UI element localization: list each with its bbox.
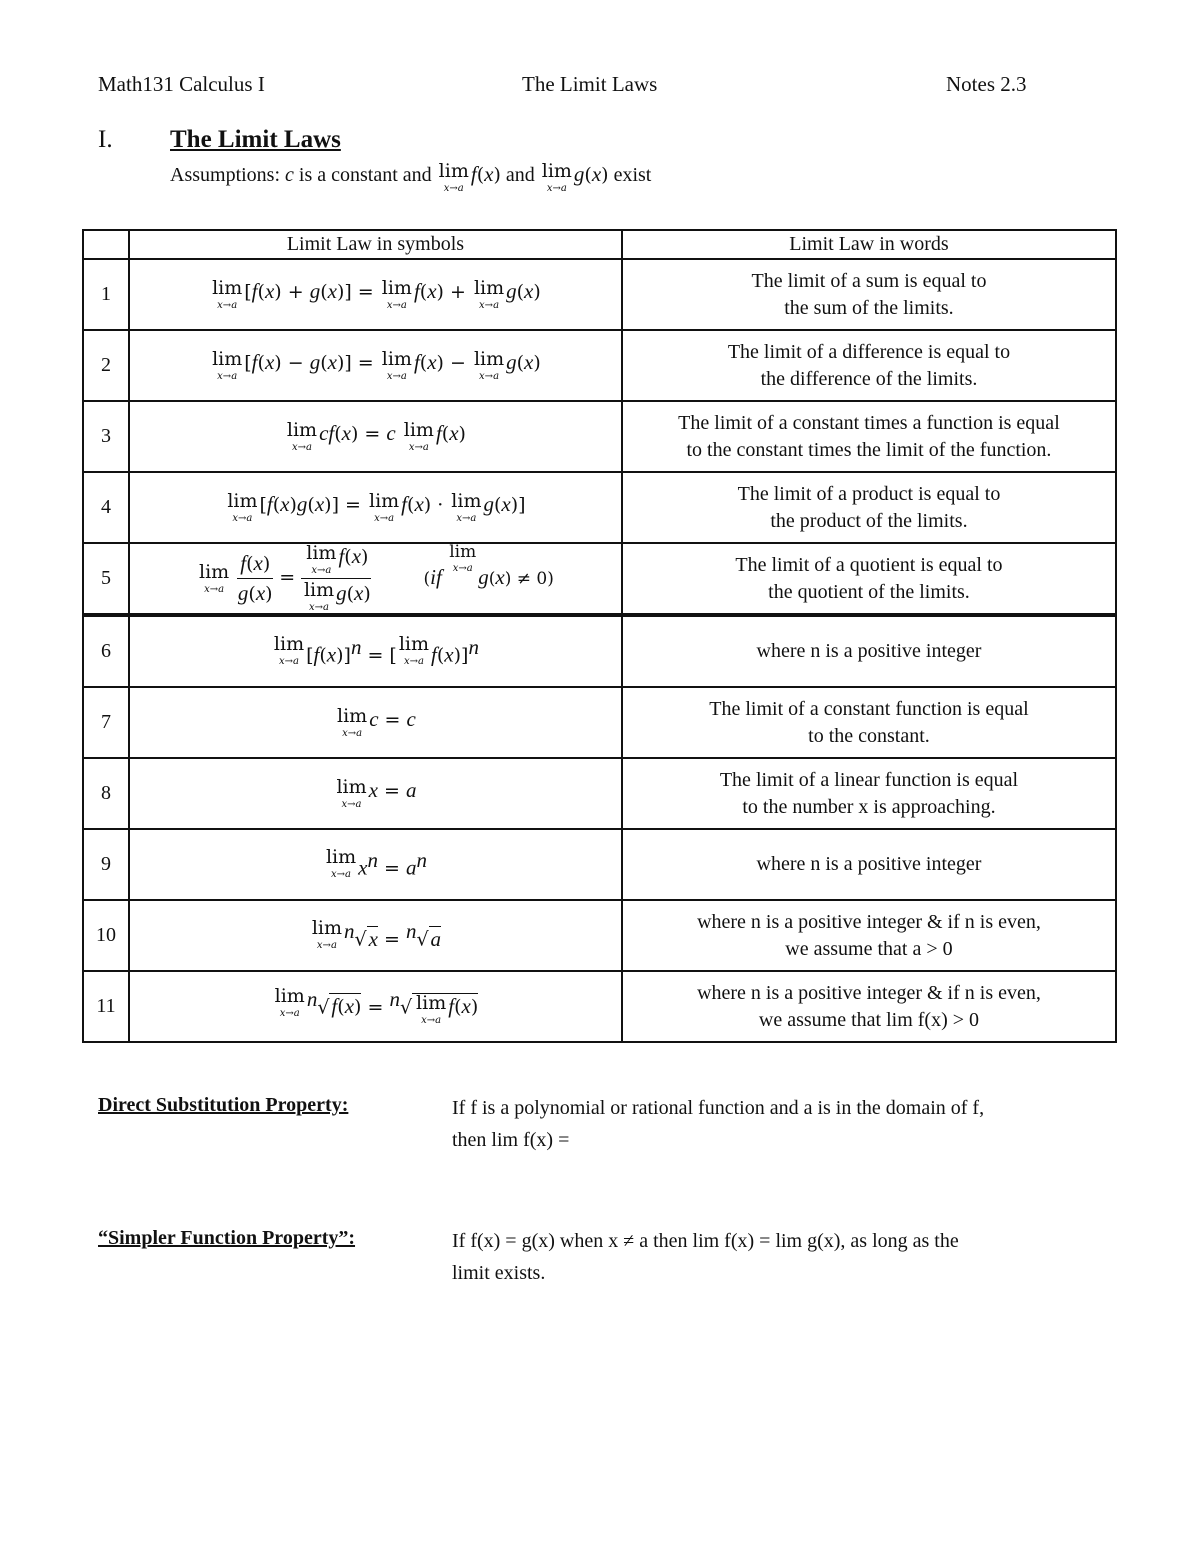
table-row	[83, 543, 1116, 615]
law-symbol-power: lim x→a $[f(x)]^n$ = [ lim x→a f(x)]$^n$	[129, 615, 622, 687]
table-row	[83, 758, 1116, 829]
law-number: 1	[83, 259, 129, 330]
law-number: 4	[83, 472, 129, 543]
header-words: Limit Law in words	[622, 230, 1116, 259]
assumptions-constant: c	[285, 164, 294, 186]
assumptions-and: and	[505, 164, 535, 186]
law-number: 8	[83, 758, 129, 829]
law-words: The limit of a constant function is equal to the constant.	[622, 687, 1116, 758]
assumption-lim-g: lim x→a g(x)	[541, 160, 609, 194]
law-symbol-x-power: lim x→a $x^n = a^n$	[129, 829, 622, 900]
table-row	[83, 829, 1116, 900]
header-notes: Notes 2.3	[946, 72, 1027, 96]
direct-substitution-text: If f is a polynomial or rational function and a is in the domain of f, then lim f(x) =	[452, 1097, 985, 1151]
law-words: The limit of a sum is equal to the sum of the limits.	[622, 259, 1116, 330]
table-row	[83, 615, 1116, 687]
law-words: The limit of a constant times a function is equal to the constant times the limit of the function.	[622, 401, 1116, 472]
law-symbol-difference: lim x→a [f(x) − g(x)] = lim x→a f(x) − lim x→a g(x)	[129, 330, 622, 401]
table-row	[83, 472, 1116, 543]
table-row	[83, 259, 1116, 330]
law-words: where n is a positive integer & if n is even, we assume that a > 0	[622, 900, 1116, 971]
table-row	[83, 971, 1116, 1042]
law-number: 5	[83, 543, 129, 615]
simpler-function-text: If f(x) = g(x) when x ≠ a then lim f(x) = lim g(x), as long as the limit exists.	[452, 1230, 959, 1284]
assumptions-prefix: Assumptions:	[170, 164, 281, 186]
table-row	[83, 687, 1116, 758]
law-symbol-quotient: lim x→a $\frac{f(x)}{g(x)}$ = lim x→a f(x) lim x→a g(x) (if lim x→a g(x) ≠ 0)	[129, 543, 622, 615]
assumption-lim-f: lim x→a f(x)	[438, 160, 501, 194]
header-symbols: Limit Law in symbols	[129, 230, 622, 259]
header-topic: The Limit Laws	[522, 72, 658, 96]
section-title: The Limit Laws	[170, 126, 341, 153]
law-symbol-root-of-function: lim x→a $^n$√f(x) = $^n$√ lim x→a f(x)	[129, 971, 622, 1042]
law-symbol-root: lim x→a $^n$√x = $^n$√a	[129, 900, 622, 971]
law-number: 11	[83, 971, 129, 1042]
table-header-row	[83, 230, 1116, 259]
table-row	[83, 330, 1116, 401]
law-words: The limit of a difference is equal to the difference of the limits.	[622, 330, 1116, 401]
law-words: where n is a positive integer	[622, 615, 1116, 687]
law-words: The limit of a linear function is equal to the number x is approaching.	[622, 758, 1116, 829]
header-course: Math131 Calculus I	[98, 72, 265, 96]
assumptions-exist: exist	[613, 164, 652, 186]
header-num	[83, 230, 129, 259]
law-symbol-constant: lim x→a c = c	[129, 687, 622, 758]
section-numeral: I.	[98, 126, 113, 153]
law-number: 6	[83, 615, 129, 687]
direct-substitution-label: Direct Substitution Property:	[98, 1094, 349, 1116]
law-number: 3	[83, 401, 129, 472]
law-symbol-constant-multiple: lim x→a cf(x) = c lim x→a f(x)	[129, 401, 622, 472]
law-words: The limit of a product is equal to the product of the limits.	[622, 472, 1116, 543]
law-number: 2	[83, 330, 129, 401]
table-row	[83, 900, 1116, 971]
law-symbol-identity: lim x→a x = a	[129, 758, 622, 829]
law-symbol-sum: lim x→a [f(x) + g(x)] = lim x→a f(x) + lim x→a g(x)	[129, 259, 622, 330]
limit-laws-table	[82, 229, 1117, 1043]
simpler-function-label: “Simpler Function Property”:	[98, 1227, 356, 1249]
law-words: where n is a positive integer & if n is even, we assume that lim f(x) > 0	[622, 971, 1116, 1042]
law-symbol-product: lim x→a [f(x)g(x)] = lim x→a f(x) · lim x→a g(x)]	[129, 472, 622, 543]
table-row	[83, 401, 1116, 472]
law-words: where n is a positive integer	[622, 829, 1116, 900]
law-number: 7	[83, 687, 129, 758]
assumptions-mid: is a constant and	[298, 164, 432, 186]
law-number: 10	[83, 900, 129, 971]
assumptions-line	[170, 162, 651, 194]
law-words: The limit of a quotient is equal to the quotient of the limits.	[622, 543, 1116, 615]
law-number: 9	[83, 829, 129, 900]
